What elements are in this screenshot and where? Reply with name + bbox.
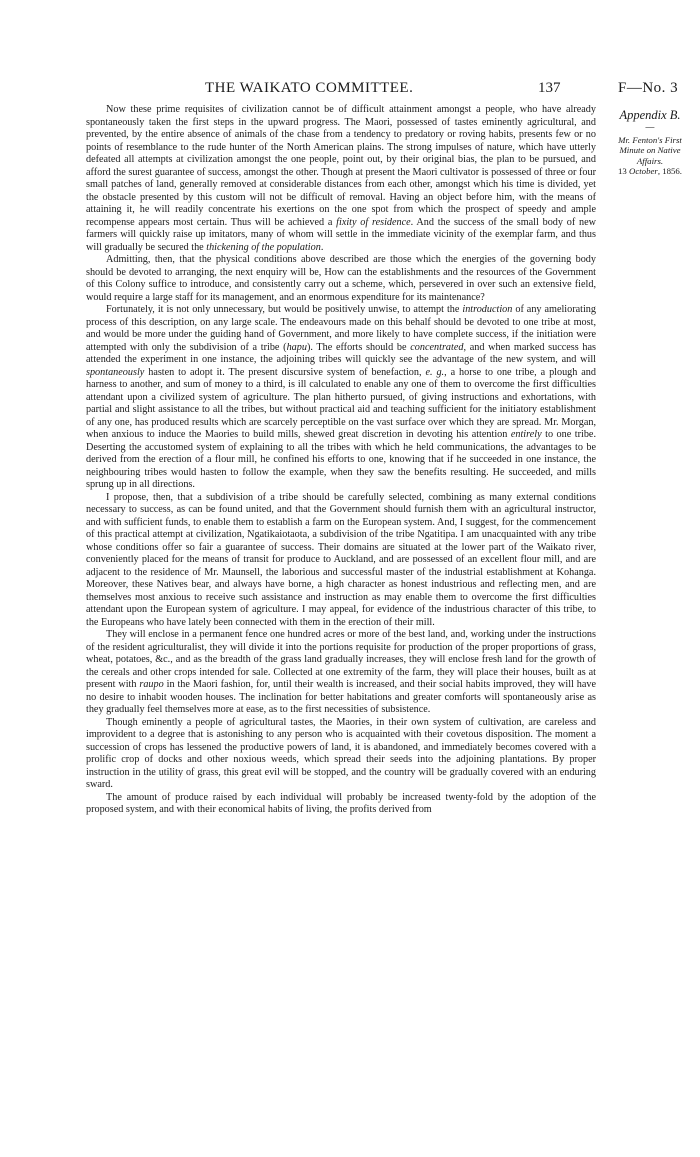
paragraph-1 [86, 104, 596, 254]
margin-rule: — [645, 122, 655, 134]
page-title: THE WAIKATO COMMITTEE. [205, 80, 414, 96]
text-run: They will enclose in a permanent fence one hundred acres or more of the best land, and, working under the instructions of the resident agriculturalist, they will divide it into the portions requisite for production of the proper proportions of grass, wheat, potatoes, &c., and as the breadth of the grass land gradually increases, they will enclose fresh land for the growth of the cereals and other crops intended for sale. Collected at one extremity of the farm, they will place their houses, built as at present with [86, 629, 596, 690]
document-reference: F—No. 3 [618, 80, 679, 96]
emphasis: raupo [139, 679, 164, 690]
emphasis: fixity of residence [336, 216, 411, 228]
appendix-label: Appendix B. [619, 108, 681, 122]
paragraph-3 [86, 304, 596, 492]
text-run: Now these prime requisites of civilization cannot be of difficult attainment amongst a people, who have already spontaneously taken the first steps in the upward progress. The Maori, possessed of tastes eminently agricultural, and prevented, by the entire absence of animals of the chase from a tendency to predatory or roving habits, presents few or no points of resemblance to the rude hunter of the North American plains. The strong impulses of nature, which have utterly defeated all attempts at civilization amongst the one people, point out, by their original bias, the plan to be pursued, and afford the surest guarantee of success, amongst the other. Though at present the Maori cultivator is possessed of three or four small patches of land, generally removed at considerable distances from each other, amongst which his time is divided, yet the obstacle presented by this custom will not be difficult of removal. Having an object before him, with the means of attaining it, he will readily concentrate his exertions on the one spot from which the prospect of speedy and ample recompense appears most certain. Thus will be achieved a [86, 104, 596, 228]
margin-date-month: October [628, 165, 658, 176]
margin-note [606, 108, 694, 176]
text-run: ). The efforts should be [306, 341, 411, 353]
margin-date-day: 13 [617, 165, 627, 176]
text-run: . And the success of the small body of new farmers will quickly raise up imitators, many of whom will settle in the immediate vicinity of the exemplar farm, and thus will gradually be secured the [86, 216, 596, 253]
emphasis: entirely [510, 429, 542, 440]
paragraph-4: I propose, then, that a subdivision of a tribe should be carefully selected, combining as many external conditions necessary to success, as can be found united, and that the Government should furnish them with an agricultural instructor, and with sufficient funds, to enable them to establish a farm on the European system. And, I suggest, for the commencement of this practical attempt at civilization, Ngatikaiotaota, a subdivision of the tribe Ngatitipa. I am unacquainted with any tribe whose conditions offer so fair a guarantee of success. Their domains are situated at the lower part of the Waikato river, conveniently placed for the means of transit for produce to Auckland, and are possessed of an excellent flour mill, and are adjacent to the residence of Mr. Maunsell, the laborious and successful master of the industrial establishment at Kohanga. Moreover, these Natives bear, and always have borne, a high character as honest industrious and reflecting men, and are themselves most anxious to receive such assistance and instruction as may enable them to overcome the first difficulties attendant upon the European system of agriculture. I may appeal, for evidence of the industrious character of this tribe, to the Europeans who have lately been connected with them in the erection of their mill. [86, 491, 596, 628]
emphasis: e. g. [425, 366, 445, 378]
emphasis: introduction [462, 304, 513, 315]
text-run: , a horse to one tribe, a plough and harness to another, and sum of money to a third, is ill calculated to enable any one of them to overcome the first difficulties attendant upon a civilized system of agriculture. The plan hitherto pursued, of giving instructions and exhortations, with partial and slight assistance to all the tribes, but without practical aid and teaching sufficient for the initiatory establishment of any one, has produced results which are scarcely perceptible on the vast surface over which they are spread. Mr. Morgan, when anxious to induce the Maories to build mills, shewed great discretion in devoting his attention [86, 366, 596, 440]
text-run: to one tribe. Deserting the accustomed system of explaining to all the tribes with which he held communications, the advantages to be derived from the erection of a flour mill, he confined his efforts to one, knowing that if he succeeded in one instance, the neighbouring tribes would hasten to follow the example, when they saw the benefits resulting. He succeeded, and mills sprung up in all directions. [86, 429, 596, 490]
emphasis: hapu [286, 341, 307, 353]
text-run: , and when marked success has attended the experiment in one instance, the adjoining tribes will quickly see the advantage of the new system, and will [86, 341, 596, 365]
page-header [0, 80, 700, 100]
paragraph-2: Admitting, then, that the physical conditions above described are those which the energies of the governing body should be devoted to arranging, the next enquiry will be, How can the establishments and the resources of the Government of this Colony suffice to introduce, and consistently carry out a scheme, which, persevered in over such an extensive field, would require a large staff for its management, and an enormous expenditure for its maintenance? [86, 254, 596, 303]
emphasis: spontaneously [86, 366, 145, 378]
text-run: hasten to adopt it. The present discursive system of benefaction, [144, 366, 426, 378]
text-run: . [320, 241, 324, 253]
emphasis: thickening of the population [206, 241, 321, 253]
text-run: in the Maori fashion, for, until their wealth is increased, and their social habits improved, they will have no desire to inhabit wooden houses. The inclination for better habitations and greater comforts will spontaneously arise as they gradually feel themselves more at ease, as to the first necessities of subsistence. [86, 679, 597, 715]
paragraph-6: Though eminently a people of agricultural tastes, the Maories, in their own system of cultivation, are careless and improvident to a degree that is astonishing to any person who is acquainted with their covetous disposition. The moment a succession of crops has lessened the productive powers of land, it is abandoned, and immediately becomes covered with a prolific crop of docks and other noxious weeds, which spread their seeds into the adjoining plantations. By proper instruction in the utility of grass, this great evil will be stopped, and the country will be gradually covered with an enduring sward. [86, 716, 596, 790]
emphasis: concentrated [410, 341, 464, 353]
text-run: of any ameliorating process of this description, on any large scale. The endeavours made on this behalf should be devoted to one tribe at most, and would be more under the guiding hand of Government, and more likely to have complete success, if the initiation were attempted with only the subdivision of a tribe ( [86, 304, 596, 353]
margin-note-text: Mr. Fenton's First Minute on Native Affairs. [618, 135, 682, 166]
margin-date-year: , 1856. [657, 165, 683, 176]
paragraph-5 [86, 629, 596, 717]
margin-date [606, 166, 694, 176]
page-number: 137 [538, 80, 561, 96]
body-text [86, 104, 596, 817]
text-run: Fortunately, it is not only unnecessary, but would be positively unwise, to attempt the [106, 304, 463, 315]
paragraph-7: The amount of produce raised by each individual will probably be increased twenty-fold by the adoption of the proposed system, and with their economical habits of living, the profits derived from [86, 791, 596, 815]
